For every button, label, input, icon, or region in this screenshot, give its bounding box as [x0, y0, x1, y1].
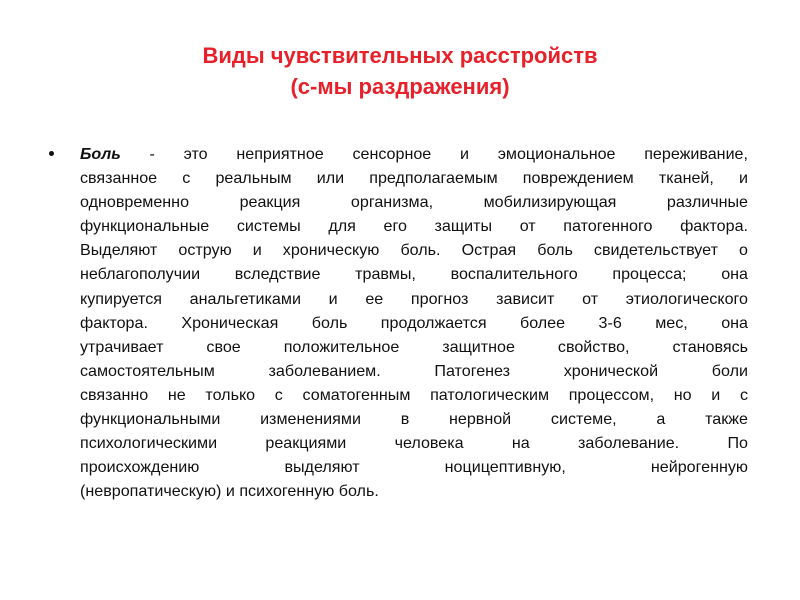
paragraph-line [80, 142, 748, 166]
title-line-1: Виды чувствительных расстройств [202, 43, 598, 68]
term-pain: Боль [80, 145, 121, 163]
paragraph-line: Выделяют острую и хроническую боль. Острая боль свидетельствует о [80, 241, 748, 260]
paragraph-line: одновременно реакция организма, мобилизирующая различные [80, 193, 748, 212]
paragraph-line: неблагополучии вследствие травмы, воспалительного процесса; она [80, 265, 748, 284]
paragraph-line: связанно не только с соматогенным патологическим процессом, но и с [80, 385, 748, 404]
paragraph-line: функциональными изменениями в нервной системе, а также [80, 410, 748, 429]
paragraph-line: фактора. Хроническая боль продолжается более 3-6 мес, она [80, 313, 748, 332]
paragraph-line-last: (невропатическую) и психогенную боль. [80, 482, 379, 501]
title-line-2: (с-мы раздражения) [290, 74, 510, 99]
paragraph-line: самостоятельным заболеванием. Патогенез хронической боли [80, 361, 748, 380]
slide-title [0, 40, 800, 102]
paragraph-line: функциональные системы для его защиты от патогенного фактора. [80, 217, 748, 236]
paragraph-line: купируется анальгетиками и ее прогноз зависит от этиологического [80, 289, 748, 308]
bullet-paragraph [80, 142, 748, 503]
definition-start: - это неприятное сенсорное и эмоциональное переживание, [149, 145, 748, 163]
bullet-dot-icon [49, 151, 54, 156]
paragraph-line: связанное с реальным или предполагаемым повреждением тканей, и [80, 169, 748, 188]
paragraph-line: происхождению выделяют ноцицептивную, нейрогенную [80, 458, 748, 477]
paragraph-line: психологическими реакциями человека на заболевание. По [80, 434, 748, 453]
paragraph-line: утрачивает свое положительное защитное свойство, становясь [80, 337, 748, 356]
